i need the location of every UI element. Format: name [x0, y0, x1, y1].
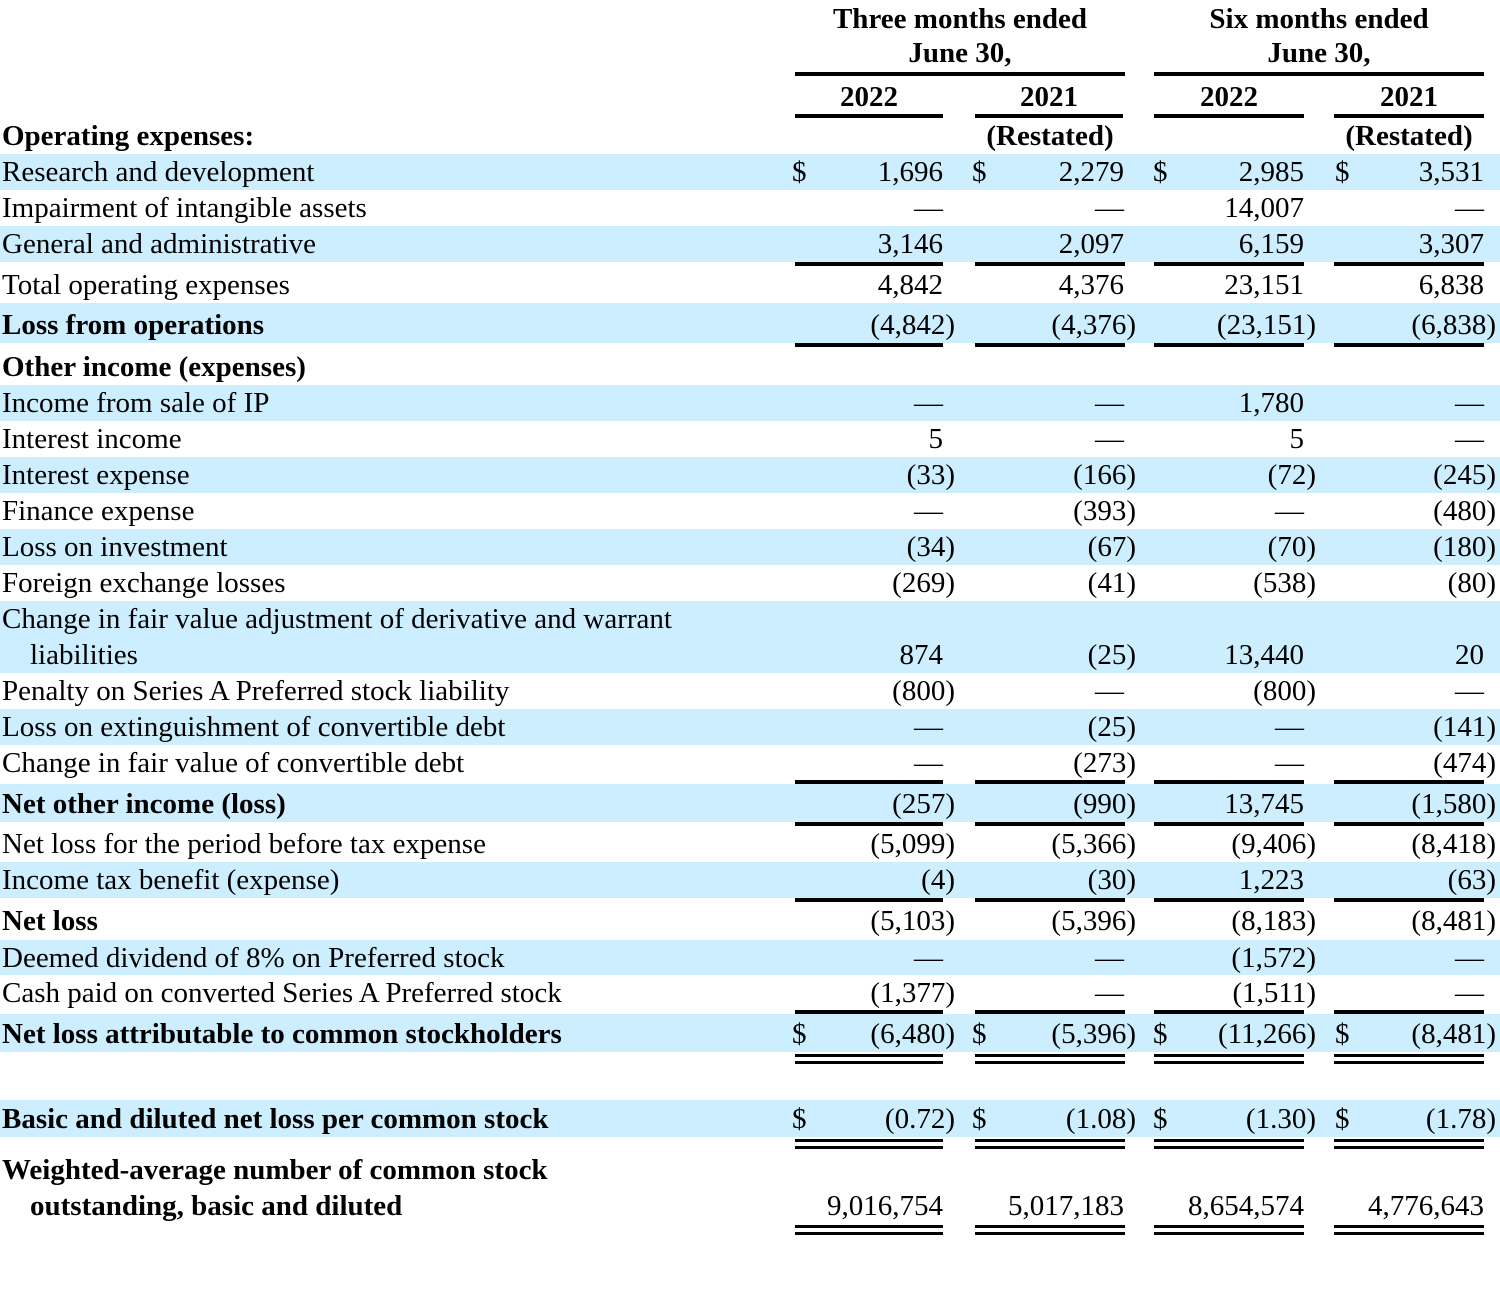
subtotal-rule: [975, 343, 1125, 347]
value-q2-2021: (393): [1073, 495, 1136, 527]
value-q2-2022: (4,842): [870, 309, 955, 341]
value-q2-2021: (4,376): [1051, 309, 1136, 341]
row-deemed-dividend: [0, 940, 1500, 975]
value-h1-2022: (70): [1267, 531, 1316, 563]
value-h1-2021: 3,307: [1418, 228, 1484, 260]
subtotal-rule: [1334, 343, 1484, 347]
value-h1-2021: (80): [1447, 567, 1496, 599]
value-q2-2022: (0.72): [884, 1103, 955, 1135]
value-q2-2021: 2,097: [1058, 228, 1124, 260]
value-q2-2022: 1,696: [877, 156, 943, 188]
value-h1-2022: (11,266): [1218, 1018, 1316, 1050]
value-h1-2022: (72): [1267, 459, 1316, 491]
double-rule-top: [795, 1054, 943, 1057]
row-label: Net loss attributable to common stockholders: [2, 1018, 562, 1050]
value-h1-2021: (245): [1433, 459, 1496, 491]
value-h1-2021: (474): [1433, 747, 1496, 779]
value-h1-2021: —: [1455, 192, 1484, 224]
value-q2-2022: —: [914, 747, 943, 779]
year-header-3: 2022: [1200, 81, 1258, 113]
six-months-line2: June 30,: [1267, 37, 1371, 69]
subtotal-rule: [1154, 343, 1304, 347]
row-label: Basic and diluted net loss per common stock: [2, 1103, 549, 1135]
value-q2-2021: (990): [1073, 788, 1136, 820]
year-underline-4: [1334, 114, 1484, 118]
value-q2-2021: (30): [1087, 864, 1136, 896]
dollar-sign: $: [972, 1103, 987, 1135]
double-rule-top: [1334, 1139, 1484, 1142]
three-months-line2: June 30,: [908, 37, 1012, 69]
row-label: Income from sale of IP: [2, 387, 270, 419]
value-q2-2021: (5,396): [1051, 1018, 1136, 1050]
value-h1-2021: —: [1455, 423, 1484, 455]
value-h1-2021: 4,776,643: [1368, 1190, 1484, 1222]
double-rule-top: [1154, 1139, 1304, 1142]
restated-label-2: (Restated): [1345, 120, 1473, 152]
double-rule-top: [975, 1225, 1125, 1228]
row-penalty: [0, 673, 1500, 709]
value-h1-2022: 1,223: [1238, 864, 1304, 896]
value-h1-2021: (8,481): [1411, 905, 1496, 937]
six-months-header: [1154, 2, 1484, 70]
value-h1-2021: (141): [1433, 711, 1496, 743]
value-q2-2021: 5,017,183: [1008, 1190, 1124, 1222]
dollar-sign: $: [1153, 1018, 1168, 1050]
row-net-loss: [0, 902, 1500, 940]
double-rule-bottom: [1334, 1061, 1484, 1064]
value-q2-2022: (269): [892, 567, 955, 599]
value-q2-2022: (33): [906, 459, 955, 491]
row-label: Change in fair value of convertible debt: [2, 747, 465, 779]
value-h1-2021: (480): [1433, 495, 1496, 527]
row-research-development: [0, 154, 1500, 190]
value-q2-2021: (25): [1087, 711, 1136, 743]
row-label-line2: outstanding, basic and diluted: [30, 1190, 403, 1222]
value-h1-2022: (538): [1253, 567, 1316, 599]
value-h1-2021: 3,531: [1418, 156, 1484, 188]
row-fair-value-derivative: [0, 601, 1500, 673]
value-q2-2021: —: [1095, 192, 1124, 224]
value-q2-2022: (257): [892, 788, 955, 820]
value-q2-2022: —: [914, 387, 943, 419]
double-rule-top: [975, 1139, 1125, 1142]
row-interest-income: [0, 421, 1500, 457]
row-cash-paid: [0, 975, 1500, 1011]
row-label: Impairment of intangible assets: [2, 192, 367, 224]
value-q2-2022: (800): [892, 675, 955, 707]
value-q2-2022: 874: [899, 639, 943, 671]
restated-label-1: (Restated): [986, 120, 1114, 152]
other-income-heading: Other income (expenses): [2, 351, 306, 383]
value-q2-2022: (5,099): [870, 828, 955, 860]
value-h1-2022: —: [1275, 747, 1304, 779]
value-h1-2021: —: [1455, 942, 1484, 974]
value-q2-2022: 9,016,754: [827, 1190, 943, 1222]
double-rule-top: [1334, 1054, 1484, 1057]
value-h1-2021: 20: [1455, 639, 1484, 671]
double-rule-bottom: [1334, 1232, 1484, 1235]
value-q2-2022: (5,103): [870, 905, 955, 937]
value-h1-2021: (8,481): [1411, 1018, 1496, 1050]
value-h1-2022: 13,745: [1224, 788, 1304, 820]
value-q2-2022: 4,842: [877, 269, 943, 301]
value-q2-2021: (41): [1087, 567, 1136, 599]
double-rule-top: [1154, 1225, 1304, 1228]
row-impairment: [0, 190, 1500, 226]
row-label: Cash paid on converted Series A Preferred stock: [2, 977, 562, 1009]
double-rule-bottom: [975, 1061, 1125, 1064]
row-label: Interest income: [2, 423, 182, 455]
row-finance-expense: [0, 493, 1500, 529]
row-label: Foreign exchange losses: [2, 567, 286, 599]
double-rule-bottom: [975, 1232, 1125, 1235]
row-sale-of-ip: [0, 385, 1500, 421]
double-rule-bottom: [795, 1232, 943, 1235]
row-label: Finance expense: [2, 495, 195, 527]
year-underline-3: [1154, 114, 1304, 118]
three-months-underline: [795, 72, 1125, 76]
double-rule-bottom: [1154, 1061, 1304, 1064]
row-label: Penalty on Series A Preferred stock liability: [2, 675, 510, 707]
row-label: Net loss: [2, 905, 98, 937]
double-rule-bottom: [1154, 1232, 1304, 1235]
value-h1-2021: 6,838: [1418, 269, 1484, 301]
double-rule-bottom: [795, 1146, 943, 1149]
dollar-sign: $: [1335, 1018, 1350, 1050]
six-months-line1: Six months ended: [1209, 3, 1429, 35]
double-rule-top: [1334, 1225, 1484, 1228]
row-label: Interest expense: [2, 459, 190, 491]
value-q2-2021: —: [1095, 977, 1124, 1009]
double-rule-bottom: [1154, 1146, 1304, 1149]
value-h1-2021: —: [1455, 977, 1484, 1009]
row-label-line1: Weighted-average number of common stock: [2, 1154, 548, 1186]
value-h1-2021: —: [1455, 675, 1484, 707]
row-label: Net other income (loss): [2, 788, 286, 820]
dollar-sign: $: [792, 156, 807, 188]
row-general-administrative: [0, 226, 1500, 262]
year-header-4: 2021: [1380, 81, 1438, 113]
double-rule-top: [795, 1139, 943, 1142]
dollar-sign: $: [972, 1018, 987, 1050]
dollar-sign: $: [792, 1103, 807, 1135]
value-q2-2021: (5,396): [1051, 905, 1136, 937]
subtotal-rule: [1334, 262, 1484, 266]
dollar-sign: $: [972, 156, 987, 188]
row-income-tax: [0, 862, 1500, 898]
value-h1-2021: (63): [1447, 864, 1496, 896]
value-q2-2022: —: [914, 192, 943, 224]
six-months-underline: [1154, 72, 1484, 76]
value-q2-2021: —: [1095, 675, 1124, 707]
value-h1-2021: —: [1455, 387, 1484, 419]
row-before-tax: [0, 826, 1500, 862]
dollar-sign: $: [792, 1018, 807, 1050]
value-h1-2021: (180): [1433, 531, 1496, 563]
value-q2-2021: —: [1095, 387, 1124, 419]
row-weighted-average-shares: [0, 1152, 1500, 1224]
value-h1-2022: 2,985: [1238, 156, 1304, 188]
subtotal-rule: [795, 262, 943, 266]
value-q2-2022: (34): [906, 531, 955, 563]
subtotal-rule: [795, 343, 943, 347]
row-net-loss-common: [0, 1014, 1500, 1052]
value-q2-2021: (1.08): [1065, 1103, 1136, 1135]
row-loss-on-investment: [0, 529, 1500, 565]
value-h1-2022: (800): [1253, 675, 1316, 707]
value-q2-2021: (67): [1087, 531, 1136, 563]
dollar-sign: $: [1335, 1103, 1350, 1135]
dollar-sign: $: [1335, 156, 1350, 188]
value-q2-2021: 4,376: [1058, 269, 1124, 301]
row-label: Loss from operations: [2, 309, 265, 341]
value-h1-2022: (1.30): [1245, 1103, 1316, 1135]
value-h1-2022: (8,183): [1231, 905, 1316, 937]
row-label-line1: Change in fair value adjustment of derivative and warrant: [2, 603, 672, 635]
value-h1-2022: —: [1275, 495, 1304, 527]
dollar-sign: $: [1153, 1103, 1168, 1135]
value-q2-2022: (4): [921, 864, 955, 896]
value-h1-2022: 13,440: [1224, 639, 1304, 671]
value-q2-2021: (5,366): [1051, 828, 1136, 860]
value-q2-2022: —: [914, 711, 943, 743]
double-rule-top: [975, 1054, 1125, 1057]
row-loss-from-operations: [0, 303, 1500, 343]
double-rule-bottom: [975, 1146, 1125, 1149]
value-h1-2022: 5: [1289, 423, 1304, 455]
three-months-line1: Three months ended: [832, 3, 1088, 35]
value-q2-2021: 2,279: [1058, 156, 1124, 188]
value-q2-2022: 5: [928, 423, 943, 455]
year-underline-2: [975, 114, 1123, 118]
row-label: Net loss for the period before tax expense: [2, 828, 486, 860]
value-h1-2021: (1.78): [1425, 1103, 1496, 1135]
row-total-operating: [0, 267, 1500, 303]
row-label: Total operating expenses: [2, 269, 290, 301]
value-h1-2022: (23,151): [1216, 309, 1316, 341]
value-q2-2021: —: [1095, 423, 1124, 455]
row-label-line2: liabilities: [30, 639, 138, 671]
value-h1-2022: 8,654,574: [1188, 1190, 1304, 1222]
value-q2-2022: (1,377): [870, 977, 955, 1009]
subtotal-rule: [975, 262, 1125, 266]
row-label: Income tax benefit (expense): [2, 864, 340, 896]
row-label: Deemed dividend of 8% on Preferred stock: [2, 942, 505, 974]
value-q2-2022: —: [914, 942, 943, 974]
value-h1-2022: 23,151: [1224, 269, 1304, 301]
value-h1-2021: (8,418): [1411, 828, 1496, 860]
value-h1-2022: 14,007: [1224, 192, 1304, 224]
value-q2-2022: 3,146: [877, 228, 943, 260]
value-q2-2021: (25): [1087, 639, 1136, 671]
value-q2-2021: (166): [1073, 459, 1136, 491]
three-months-header: [795, 2, 1125, 70]
value-h1-2022: (1,511): [1232, 977, 1316, 1009]
double-rule-top: [795, 1225, 943, 1228]
value-q2-2022: —: [914, 495, 943, 527]
value-h1-2022: (9,406): [1231, 828, 1316, 860]
row-eps: [0, 1100, 1500, 1137]
row-interest-expense: [0, 457, 1500, 493]
value-q2-2021: (273): [1073, 747, 1136, 779]
value-h1-2022: (1,572): [1231, 942, 1316, 974]
year-header-2: 2021: [1020, 81, 1078, 113]
value-q2-2022: (6,480): [870, 1018, 955, 1050]
row-label: General and administrative: [2, 228, 317, 260]
double-rule-bottom: [795, 1061, 943, 1064]
row-fx-losses: [0, 565, 1500, 601]
value-h1-2021: (1,580): [1411, 788, 1496, 820]
value-q2-2021: —: [1095, 942, 1124, 974]
year-underline-1: [795, 114, 943, 118]
operating-expenses-heading: Operating expenses:: [2, 120, 255, 152]
row-label: Research and development: [2, 156, 315, 188]
dollar-sign: $: [1153, 156, 1168, 188]
row-net-other-income: [0, 784, 1500, 822]
value-h1-2022: —: [1275, 711, 1304, 743]
double-rule-bottom: [1334, 1146, 1484, 1149]
value-h1-2022: 6,159: [1238, 228, 1304, 260]
subtotal-rule: [1154, 262, 1304, 266]
row-label: Loss on investment: [2, 531, 228, 563]
value-h1-2022: 1,780: [1238, 387, 1304, 419]
year-header-1: 2022: [840, 81, 898, 113]
double-rule-top: [1154, 1054, 1304, 1057]
row-extinguishment: [0, 709, 1500, 745]
value-h1-2021: (6,838): [1411, 309, 1496, 341]
row-fair-value-convertible: [0, 745, 1500, 781]
row-label: Loss on extinguishment of convertible debt: [2, 711, 506, 743]
